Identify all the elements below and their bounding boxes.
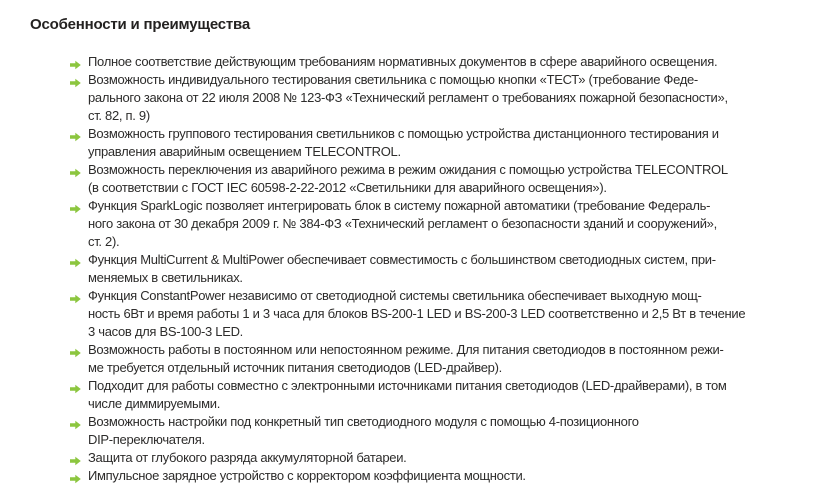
arrow-right-icon bbox=[70, 57, 81, 67]
feature-line: DIP-переключателя. bbox=[88, 432, 205, 447]
list-item bbox=[70, 53, 819, 71]
feature-line: Защита от глубокого разряда аккумуляторной батареи. bbox=[88, 450, 407, 465]
arrow-right-icon bbox=[70, 255, 81, 265]
feature-line: рального закона от 22 июля 2008 № 123-ФЗ «Технический регламент о требованиях пожарной безопасности», bbox=[88, 90, 728, 105]
arrow-right-icon bbox=[70, 291, 81, 301]
list-item bbox=[70, 287, 819, 341]
feature-line: ст. 2). bbox=[88, 234, 120, 249]
feature-line: Возможность переключения из аварийного режима в режим ожидания с помощью устройства TELECONTROL bbox=[88, 162, 728, 177]
feature-line: числе диммируемыми. bbox=[88, 396, 221, 411]
feature-line: Полное соответствие действующим требованиям нормативных документов в сфере аварийного освещения. bbox=[88, 54, 718, 69]
feature-line: Импульсное зарядное устройство с корректором коэффициента мощности. bbox=[88, 468, 526, 483]
feature-line: 3 часов для BS-100-3 LED. bbox=[88, 324, 243, 339]
feature-line: ме требуется отдельный источник питания светодиодов (LED-драйвер). bbox=[88, 360, 502, 375]
feature-line: Подходит для работы совместно с электронными источниками питания светодиодов (LED-драйверами), в том bbox=[88, 378, 727, 393]
feature-line: Возможность настройки под конкретный тип светодиодного модуля с помощью 4-позиционного bbox=[88, 414, 639, 429]
feature-line: управления аварийным освещением TELECONTROL. bbox=[88, 144, 401, 159]
feature-line: ст. 82, п. 9) bbox=[88, 108, 150, 123]
arrow-right-icon bbox=[70, 345, 81, 355]
feature-line: ность 6Вт и время работы 1 и 3 часа для блоков BS-200-1 LED и BS-200-3 LED соответственно и 2,5 Вт в течение bbox=[88, 306, 746, 321]
arrow-right-icon bbox=[70, 381, 81, 391]
list-item bbox=[70, 341, 819, 377]
page-title: Особенности и преимущества bbox=[30, 16, 251, 33]
list-item bbox=[70, 251, 819, 287]
arrow-right-icon bbox=[70, 453, 81, 463]
arrow-right-icon bbox=[70, 165, 81, 175]
feature-line: ного закона от 30 декабря 2009 г. № 384-ФЗ «Технический регламент о безопасности зданий и сооружений», bbox=[88, 216, 717, 231]
feature-line: Функция SparkLogic позволяет интегрировать блок в систему пожарной автоматики (требование Федераль- bbox=[88, 198, 711, 213]
list-item bbox=[70, 197, 819, 251]
feature-line: Возможность группового тестирования светильников с помощью устройства дистанционного тестирования и bbox=[88, 126, 719, 141]
arrow-right-icon bbox=[70, 75, 81, 85]
arrow-right-icon bbox=[70, 471, 81, 481]
feature-line: Функция ConstantPower независимо от светодиодной системы светильника обеспечивает выходную мощ- bbox=[88, 288, 702, 303]
arrow-right-icon bbox=[70, 129, 81, 139]
arrow-right-icon bbox=[70, 417, 81, 427]
list-item bbox=[70, 71, 819, 125]
features-list bbox=[30, 53, 819, 485]
list-item bbox=[70, 467, 819, 485]
list-item bbox=[70, 125, 819, 161]
list-item bbox=[70, 413, 819, 449]
list-item bbox=[70, 161, 819, 197]
feature-line: Возможность индивидуального тестирования светильника с помощью кнопки «ТЕСТ» (требование Феде- bbox=[88, 72, 698, 87]
feature-line: (в соответствии с ГОСТ IEC 60598-2-22-2012 «Светильники для аварийного освещения»). bbox=[88, 180, 607, 195]
list-item bbox=[70, 377, 819, 413]
feature-line: Функция MultiCurrent & MultiPower обеспечивает совместимость с большинством светодиодных систем, при- bbox=[88, 252, 716, 267]
arrow-right-icon bbox=[70, 201, 81, 211]
feature-line: Возможность работы в постоянном или непостоянном режиме. Для питания светодиодов в постоянном режи- bbox=[88, 342, 724, 357]
list-item bbox=[70, 449, 819, 467]
feature-line: меняемых в светильниках. bbox=[88, 270, 243, 285]
